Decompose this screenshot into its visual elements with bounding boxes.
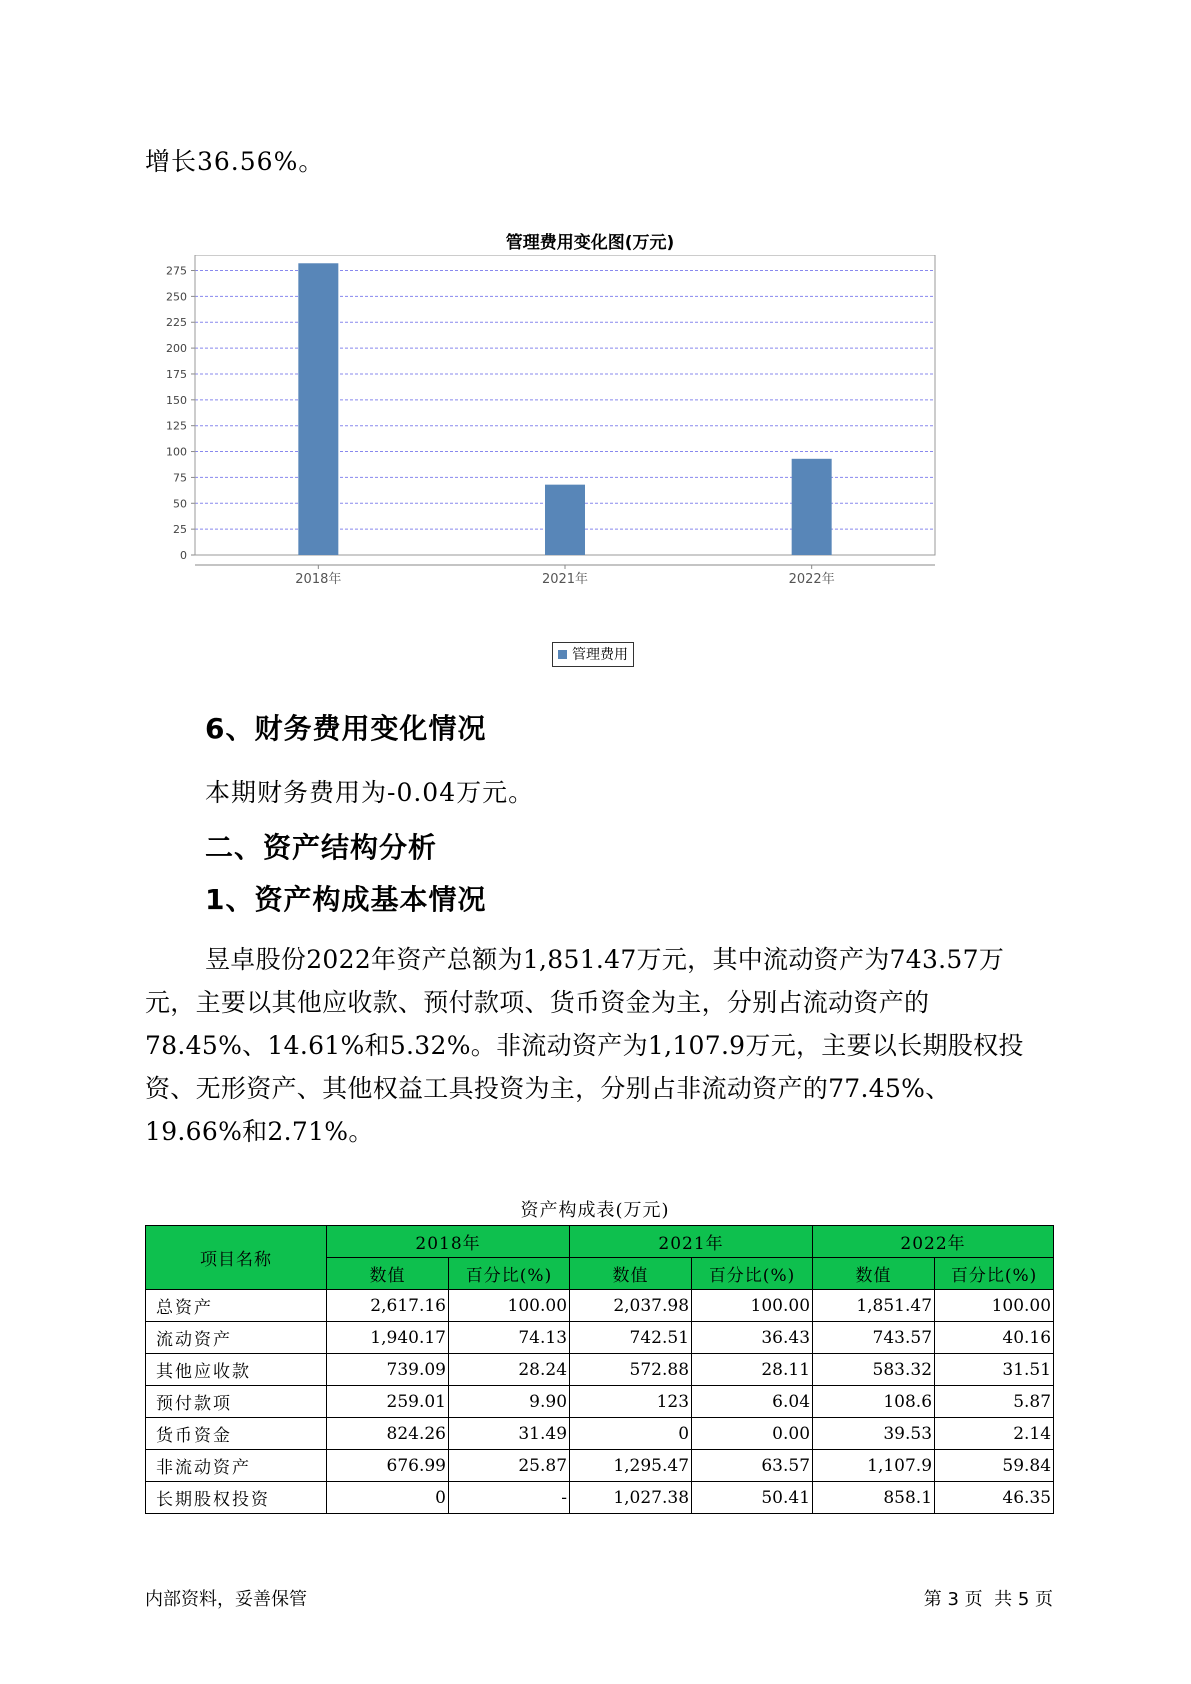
bar [792, 459, 832, 555]
pct-cell: 100.00 [935, 1290, 1054, 1322]
pct-cell: 9.90 [449, 1386, 570, 1418]
pct-cell: 36.43 [692, 1322, 813, 1354]
pct-cell: 5.87 [935, 1386, 1054, 1418]
pct-cell: 2.14 [935, 1418, 1054, 1450]
bar-chart [150, 255, 1030, 655]
asset-paragraph-line: 78.45%、14.61%和5.32%。非流动资产为1,107.9万元，主要以长期股权投 [145, 1031, 1024, 1060]
value-cell: 743.57 [813, 1322, 935, 1354]
asset-structure-heading: 二、资产结构分析 [205, 831, 438, 864]
pct-cell: 0.00 [692, 1418, 813, 1450]
legend-swatch [558, 650, 567, 659]
table-row [146, 1450, 1054, 1482]
table-caption: 资产构成表(万元) [520, 1200, 670, 1221]
year-header: 2018年 [327, 1226, 570, 1258]
table-row [146, 1322, 1054, 1354]
pct-header: 百分比(%) [692, 1258, 813, 1290]
value-cell: 572.88 [570, 1354, 692, 1386]
value-cell: 0 [570, 1418, 692, 1450]
y-tick-label: 0 [180, 549, 187, 562]
table-row [146, 1386, 1054, 1418]
value-cell: 2,617.16 [327, 1290, 449, 1322]
year-header: 2021年 [570, 1226, 813, 1258]
value-cell: 676.99 [327, 1450, 449, 1482]
value-cell: 0 [327, 1482, 449, 1514]
asset-paragraph [145, 938, 1075, 1153]
x-tick-label: 2021年 [541, 572, 589, 587]
pct-cell: 28.24 [449, 1354, 570, 1386]
value-header: 数值 [570, 1258, 692, 1290]
legend-label: 管理费用 [572, 647, 628, 663]
value-cell: 739.09 [327, 1354, 449, 1386]
table-row [146, 1354, 1054, 1386]
bar [298, 263, 338, 555]
value-cell: 1,027.38 [570, 1482, 692, 1514]
value-header: 数值 [813, 1258, 935, 1290]
year-header: 2022年 [813, 1226, 1054, 1258]
footer-confidential: 内部资料，妥善保管 [145, 1589, 307, 1610]
asset-paragraph-line: 昱卓股份2022年资产总额为1,851.47万元，其中流动资产为743.57万 [205, 945, 1005, 974]
asset-paragraph-line: 元，主要以其他应收款、预付款项、货币资金为主，分别占流动资产的 [145, 988, 930, 1017]
row-label: 货币资金 [146, 1418, 327, 1450]
x-tick-label: 2022年 [788, 572, 835, 587]
value-cell: 1,851.47 [813, 1290, 935, 1322]
value-cell: 742.51 [570, 1322, 692, 1354]
pct-cell: 40.16 [935, 1322, 1054, 1354]
row-label: 其他应收款 [146, 1354, 327, 1386]
value-cell: 1,940.17 [327, 1322, 449, 1354]
pct-cell: 6.04 [692, 1386, 813, 1418]
pct-cell: - [449, 1482, 570, 1514]
value-cell: 858.1 [813, 1482, 935, 1514]
item-name-header: 项目名称 [146, 1226, 327, 1290]
value-cell: 1,295.47 [570, 1450, 692, 1482]
bar [545, 485, 585, 555]
y-tick-label: 275 [166, 264, 187, 278]
y-tick-label: 175 [166, 367, 187, 381]
row-label: 非流动资产 [146, 1450, 327, 1482]
value-cell: 39.53 [813, 1418, 935, 1450]
value-cell: 1,107.9 [813, 1450, 935, 1482]
value-cell: 123 [570, 1386, 692, 1418]
pct-cell: 59.84 [935, 1450, 1054, 1482]
pct-header: 百分比(%) [449, 1258, 570, 1290]
table-row [146, 1290, 1054, 1322]
asset-table [145, 1225, 1054, 1514]
table-row [146, 1482, 1054, 1514]
pct-cell: 74.13 [449, 1322, 570, 1354]
asset-basic-heading: 1、资产构成基本情况 [205, 883, 487, 916]
value-cell: 583.32 [813, 1354, 935, 1386]
asset-paragraph-line: 资、无形资产、其他权益工具投资为主，分别占非流动资产的77.45%、 [145, 1074, 951, 1103]
row-label: 流动资产 [146, 1322, 327, 1354]
value-cell: 2,037.98 [570, 1290, 692, 1322]
pct-cell: 31.51 [935, 1354, 1054, 1386]
y-tick-label: 75 [173, 471, 187, 485]
chart-legend [552, 642, 634, 667]
pct-cell: 100.00 [692, 1290, 813, 1322]
pct-cell: 46.35 [935, 1482, 1054, 1514]
x-tick-label: 2018年 [295, 572, 342, 587]
y-tick-label: 100 [166, 445, 187, 459]
y-tick-label: 225 [166, 316, 187, 330]
finance-heading: 6、财务费用变化情况 [205, 712, 487, 745]
y-tick-label: 150 [166, 393, 187, 407]
footer-page-number: 第 3 页 共 5 页 [923, 1589, 1053, 1610]
value-cell: 259.01 [327, 1386, 449, 1418]
pct-cell: 25.87 [449, 1450, 570, 1482]
asset-paragraph-line: 19.66%和2.71%。 [145, 1117, 374, 1146]
chart-title: 管理费用变化图(万元) [505, 233, 675, 253]
y-tick-label: 200 [166, 342, 187, 356]
pct-cell: 63.57 [692, 1450, 813, 1482]
row-label: 长期股权投资 [146, 1482, 327, 1514]
row-label: 预付款项 [146, 1386, 327, 1418]
y-tick-label: 125 [166, 419, 187, 433]
finance-text: 本期财务费用为-0.04万元。 [205, 778, 535, 807]
row-label: 总资产 [146, 1290, 327, 1322]
intro-text: 增长36.56%。 [145, 147, 325, 176]
pct-cell: 28.11 [692, 1354, 813, 1386]
y-tick-label: 25 [173, 523, 187, 537]
value-header: 数值 [327, 1258, 449, 1290]
pct-cell: 31.49 [449, 1418, 570, 1450]
pct-cell: 100.00 [449, 1290, 570, 1322]
value-cell: 108.6 [813, 1386, 935, 1418]
value-cell: 824.26 [327, 1418, 449, 1450]
pct-header: 百分比(%) [935, 1258, 1054, 1290]
pct-cell: 50.41 [692, 1482, 813, 1514]
y-tick-label: 50 [173, 497, 187, 511]
y-tick-label: 250 [166, 290, 187, 304]
table-row [146, 1418, 1054, 1450]
